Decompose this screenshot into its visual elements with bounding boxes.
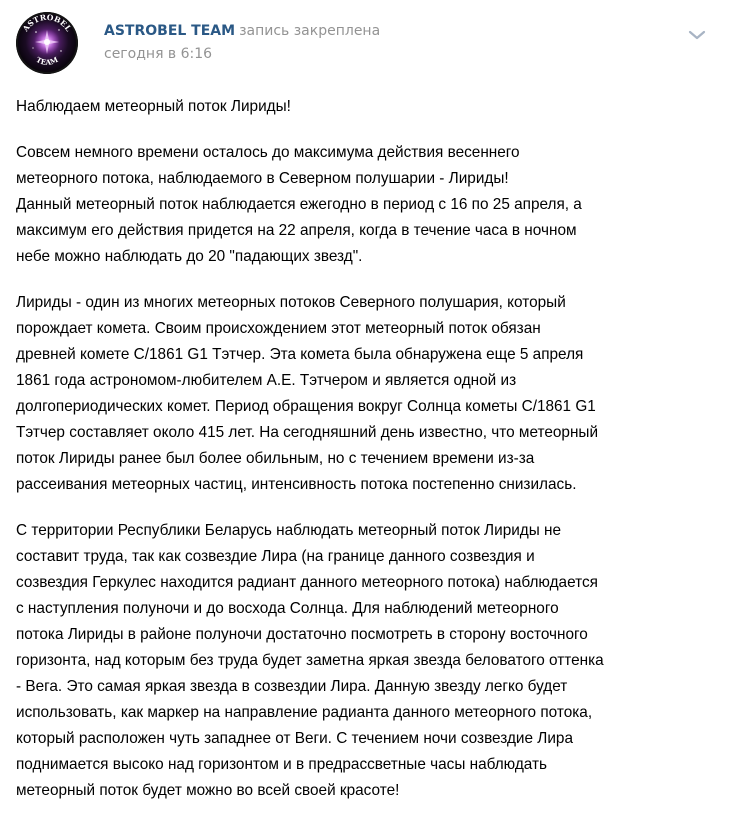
author-line xyxy=(104,22,380,40)
paragraph xyxy=(16,290,713,498)
post-text xyxy=(16,94,713,804)
svg-text:TEAM: TEAM xyxy=(34,54,60,67)
post-menu-button[interactable] xyxy=(685,26,709,44)
paragraph-gap xyxy=(16,120,713,140)
text-line: Тэтчер составляет около 415 лет. На сегодняшний день известно, что метеорный xyxy=(16,424,599,441)
text-line: поднимается высоко над горизонтом и в предрассветные часы наблюдать xyxy=(16,756,548,773)
avatar[interactable] xyxy=(16,12,78,74)
author-name-link[interactable]: ASTROBEL TEAM xyxy=(104,23,236,39)
text-line: порождает комета. Своим происхождением этот метеорный поток обязан xyxy=(16,320,541,337)
svg-text:ASTROBEL: ASTROBEL xyxy=(20,12,74,34)
text-line: небе можно наблюдать до 20 "падающих звезд". xyxy=(16,248,363,265)
chevron-down-icon xyxy=(685,26,709,44)
text-line: метеорного потока, наблюдаемого в Северном полушарии - Лириды! xyxy=(16,170,509,187)
astrobel-logo xyxy=(16,12,78,74)
pinned-status: запись закреплена xyxy=(239,23,381,39)
paragraph-gap xyxy=(16,270,713,290)
text-line: рассеивания метеорных частиц, интенсивность потока постепенно снизилась. xyxy=(16,476,577,493)
text-line: долгопериодических комет. Период обращения вокруг Солнца кометы C/1861 G1 xyxy=(16,398,596,415)
text-line: горизонта, над которым без труда будет заметна яркая звезда беловатого оттенка xyxy=(16,652,604,669)
text-line: который расположен чуть западнее от Веги. С течением ночи созвездие Лира xyxy=(16,730,573,747)
text-line: Наблюдаем метеорный поток Лириды! xyxy=(16,98,291,115)
post-timestamp[interactable]: сегодня в 6:16 xyxy=(104,46,213,62)
text-line: - Вега. Это самая яркая звезда в созвездии Лира. Данную звезду легко будет xyxy=(16,678,568,695)
text-line: использовать, как маркер на направление радианта данного метеорного потока, xyxy=(16,704,593,721)
text-line: метеорный поток будет можно во всей своей красоте! xyxy=(16,782,400,799)
text-line: С территории Республики Беларусь наблюдать метеорный поток Лириды не xyxy=(16,522,562,539)
text-line: 1861 года астрономом-любителем А.Е. Тэтчером и является одной из xyxy=(16,372,517,389)
paragraph xyxy=(16,94,713,120)
paragraph xyxy=(16,518,713,804)
text-line: потока Лириды в районе полуночи достаточно посмотреть в сторону восточного xyxy=(16,626,588,643)
post-header xyxy=(16,12,713,76)
text-line: древней комете C/1861 G1 Тэтчер. Эта комета была обнаружена еще 5 апреля xyxy=(16,346,584,363)
paragraph xyxy=(16,140,713,270)
text-line: составит труда, так как созвездие Лира (на границе данного созвездия и xyxy=(16,548,535,565)
text-line: максимум его действия придется на 22 апреля, когда в течение часа в ночном xyxy=(16,222,577,239)
text-line: Лириды - один из многих метеорных потоков Северного полушария, который xyxy=(16,294,566,311)
text-line: Данный метеорный поток наблюдается ежегодно в период с 16 по 25 апреля, а xyxy=(16,196,582,213)
text-line: с наступления полуночи и до восхода Солнца. Для наблюдений метеорного xyxy=(16,600,559,617)
paragraph-gap xyxy=(16,498,713,518)
text-line: созвездия Геркулес находится радиант данного метеорного потока) наблюдается xyxy=(16,574,598,591)
text-line: Совсем немного времени осталось до максимума действия весеннего xyxy=(16,144,520,161)
text-line: поток Лириды ранее был более обильным, но с течением времени из-за xyxy=(16,450,535,467)
